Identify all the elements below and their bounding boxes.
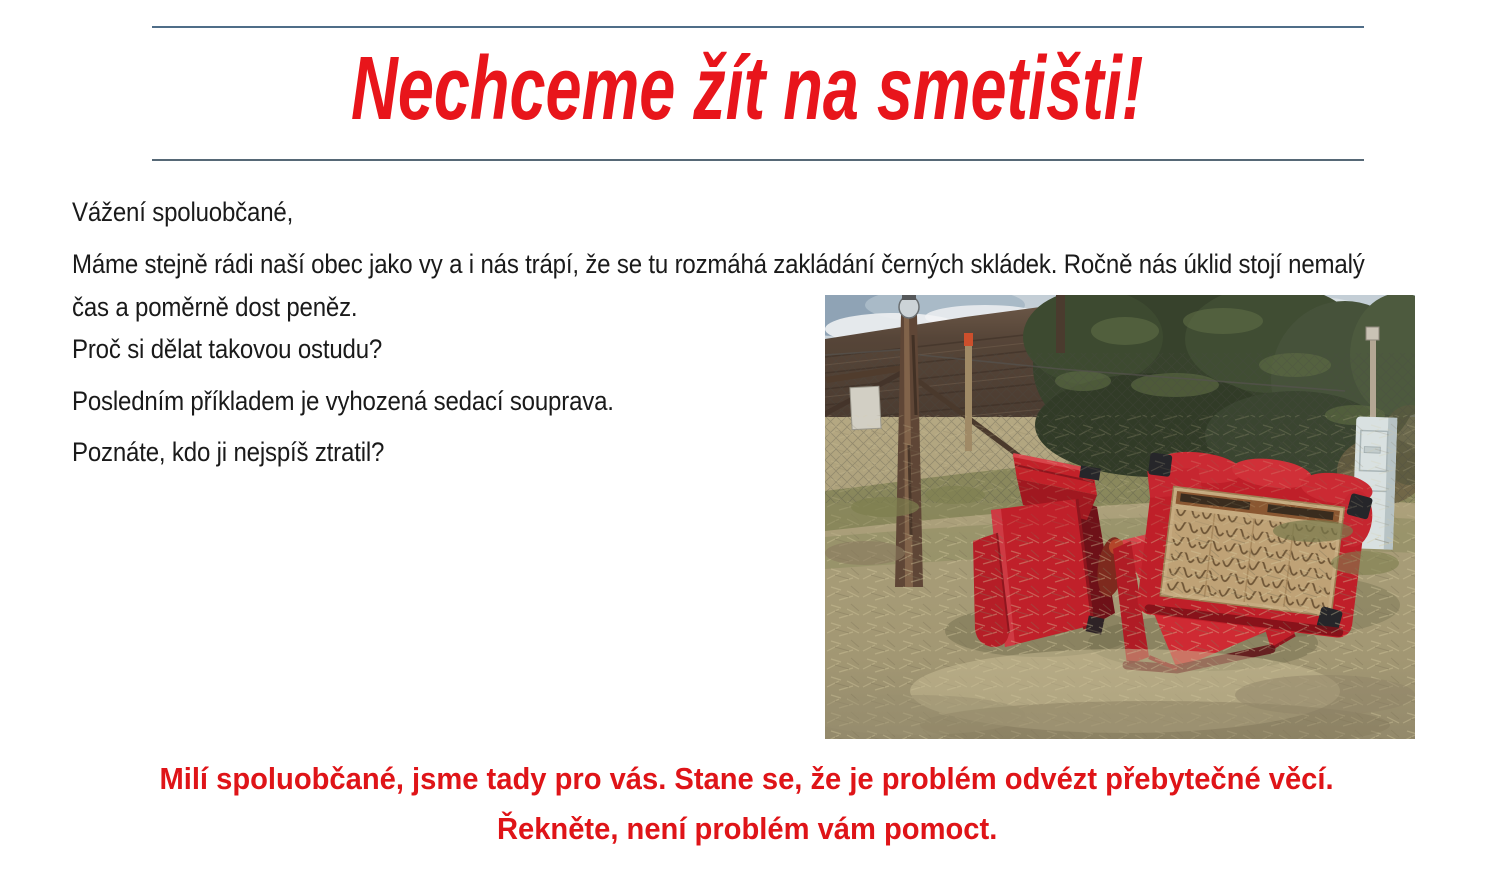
paragraph-3: Proč si dělat takovou ostudu? <box>72 334 383 364</box>
footer-message-line-1-text: Milí spoluobčané, jsme tady pro vás. Stane se, že je problém odvézt přebytečné věcí. <box>159 761 1335 796</box>
paragraph-5: Poznáte, kdo ji nejspíš ztratil? <box>72 437 385 467</box>
paragraph-2-line-2: čas a poměrně dost peněz. <box>72 292 358 322</box>
bottom-horizontal-rule <box>152 159 1364 161</box>
footer-message-line-1 <box>0 760 1494 797</box>
page-title <box>0 39 1494 139</box>
dump-photo-illustration <box>825 295 1415 739</box>
footer-message-line-2-text: Řekněte, není problém vám pomoct. <box>496 811 998 846</box>
paragraph-2-line-1: Máme stejně rádi naší obec jako vy a i nás trápí, že se tu rozmáhá zakládání černých skládek. Ročně nás úklid stojí nemalý <box>72 249 1365 279</box>
illegal-dump-photo <box>825 295 1415 739</box>
paragraph-salutation: Vážení spoluobčané, <box>72 197 294 227</box>
wooden-pole <box>1056 295 1065 353</box>
paragraph-4: Posledním příkladem je vyhozená sedací souprava. <box>72 386 614 416</box>
footer-message-line-2 <box>0 810 1494 847</box>
grass-texture <box>825 415 1415 739</box>
top-horizontal-rule <box>152 26 1364 28</box>
page-title-text: Nechceme žít na smetišti! <box>350 39 1144 139</box>
